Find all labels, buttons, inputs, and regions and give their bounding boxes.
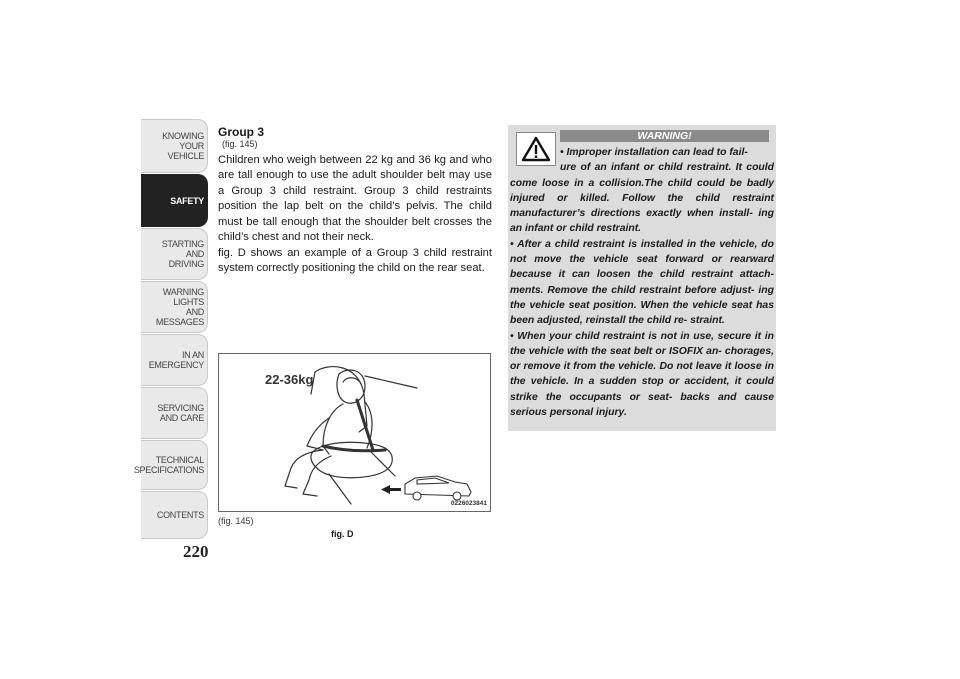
- tab-in-an-emergency[interactable]: [141, 334, 208, 386]
- warning-first-line: • Improper installation can lead to fail-: [560, 147, 748, 158]
- warning-title: WARNING!: [560, 130, 769, 142]
- tab-technical-specifications[interactable]: [133, 440, 208, 490]
- tab-label: IN AN EMERGENCY: [148, 350, 204, 370]
- warning-bullet-3: • When your child restraint is not in use, secure it in the vehicle with the seat belt or ISOFIX an- chorages, or remove it from the vehicle. Do not leave it loose in the vehicle. In a sudden stop or accident, it could strike the occupants or seat- backs and cause serious personal injury.: [510, 330, 774, 419]
- tab-knowing-your-vehicle[interactable]: [141, 119, 208, 173]
- warning-box: [508, 125, 776, 431]
- tab-label: SERVICING AND CARE: [157, 403, 204, 423]
- figure-code: 0226023841: [450, 500, 487, 507]
- figure-caption: fig. D: [331, 529, 354, 539]
- tab-label: SAFETY: [170, 195, 204, 206]
- child-seat-illustration: [219, 354, 490, 511]
- tab-contents[interactable]: [141, 491, 208, 539]
- tab-safety[interactable]: [141, 174, 208, 227]
- tab-starting-and-driving[interactable]: [141, 228, 208, 280]
- page-number: 220: [183, 542, 209, 561]
- tab-label: CONTENTS: [156, 510, 204, 520]
- tab-warning-lights-and-messages[interactable]: [141, 281, 208, 333]
- tab-label: STARTING AND DRIVING: [161, 239, 204, 269]
- weight-range-label: 22-36kg: [265, 372, 314, 387]
- body-paragraph: Children who weigh between 22 kg and 36 kg and who are tall enough to use the adult shoulder belt may use a Group 3 child restraint. Group 3 child restraints position the lap belt on the child’s pelvis. The child must be tall enough that the shoulder belt crosses the child’s chest and not their neck.: [218, 154, 492, 244]
- warning-bullet-1-body: ure of an infant or child restraint. It could come loose in a collision.The child could be badly injured or killed. Follow the child restraint manufacturer’s directions exactly when install- ing an infant or child restraint.: [510, 162, 774, 235]
- warning-bullet-2: • After a child restraint is installed in the vehicle, do not move the vehicle seat forward or rearward because it can loosen the child restraint attach- ments. Remove the child restraint before adjust- ing the vehicle seat position. When the vehicle seat has been adjusted, reinstall the child re- straint.: [510, 238, 774, 327]
- figure-reference: (fig. 145): [222, 139, 258, 149]
- tab-label: KNOWING YOUR VEHICLE: [162, 131, 204, 161]
- tab-label: WARNING LIGHTS AND MESSAGES: [155, 287, 204, 327]
- section-heading: Group 3: [218, 125, 265, 139]
- child-restraint-figure: [218, 353, 491, 512]
- tab-label: TECHNICAL SPECIFICATIONS: [133, 455, 204, 475]
- figure-caption-small: (fig. 145): [218, 516, 254, 526]
- body-paragraph: fig. D shows an example of a Group 3 child restraint system correctly positioning the child on the rear seat.: [218, 247, 492, 275]
- tab-servicing-and-care[interactable]: [141, 387, 208, 439]
- warning-text: [510, 145, 774, 420]
